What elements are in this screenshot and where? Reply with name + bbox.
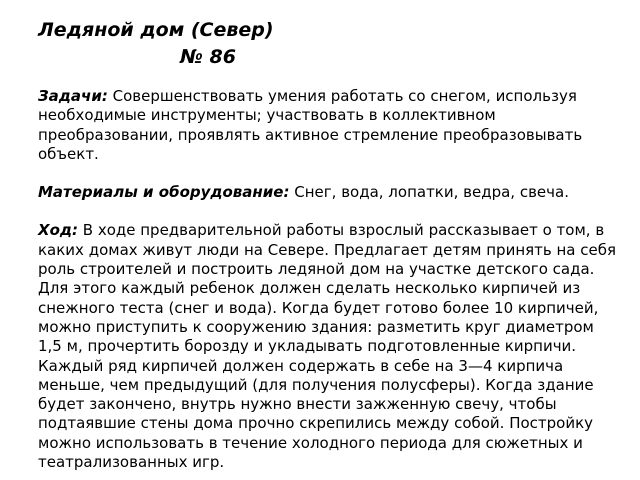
document-title: Ледяной дом (Север): [38, 19, 274, 41]
procedure-label: Ход:: [38, 221, 78, 240]
procedure-paragraph: [38, 221, 618, 472]
materials-text: Снег, вода, лопатки, ведра, свеча.: [294, 183, 569, 202]
materials-paragraph: [38, 183, 618, 202]
tasks-text: Совершенствовать умения работать со снегом, используя необходимые инструменты; участвовать в коллективном преобразовании, проявлять активное стремление преобразовывать объект.: [38, 87, 583, 163]
document-body: [38, 87, 618, 480]
tasks-paragraph: [38, 87, 618, 164]
tasks-label: Задачи:: [38, 87, 108, 105]
document-number: № 86: [180, 46, 236, 68]
materials-label: Материалы и оборудование:: [38, 183, 290, 202]
procedure-text: В ходе предварительной работы взрослый рассказывает о том, в каких домах живут люди на Севере. Предлагает детям принять на себя роль строителей и построить ледяной дом на участке детского сада. Для этого каждый ребенок должен сделать несколько кирпичей из снежного теста (снег и вода). Когда будет готово более 10 кирпичей, можно приступить к сооружению здания: разметить круг диаметром 1,5 м, прочертить борозду и укладывать подготовленные кирпичи. Каждый ряд кирпичей должен содержать в себе на 3—4 кирпича меньше, чем предыдущий (для получения полусферы). Когда здание будет закончено, внутрь нужно внести зажженную свечу, чтобы подтаявшие стены дома прочно скрепились между собой. Постройку можно использовать в течение холодного периода для сюжетных и театрализованных игр.: [38, 221, 617, 472]
